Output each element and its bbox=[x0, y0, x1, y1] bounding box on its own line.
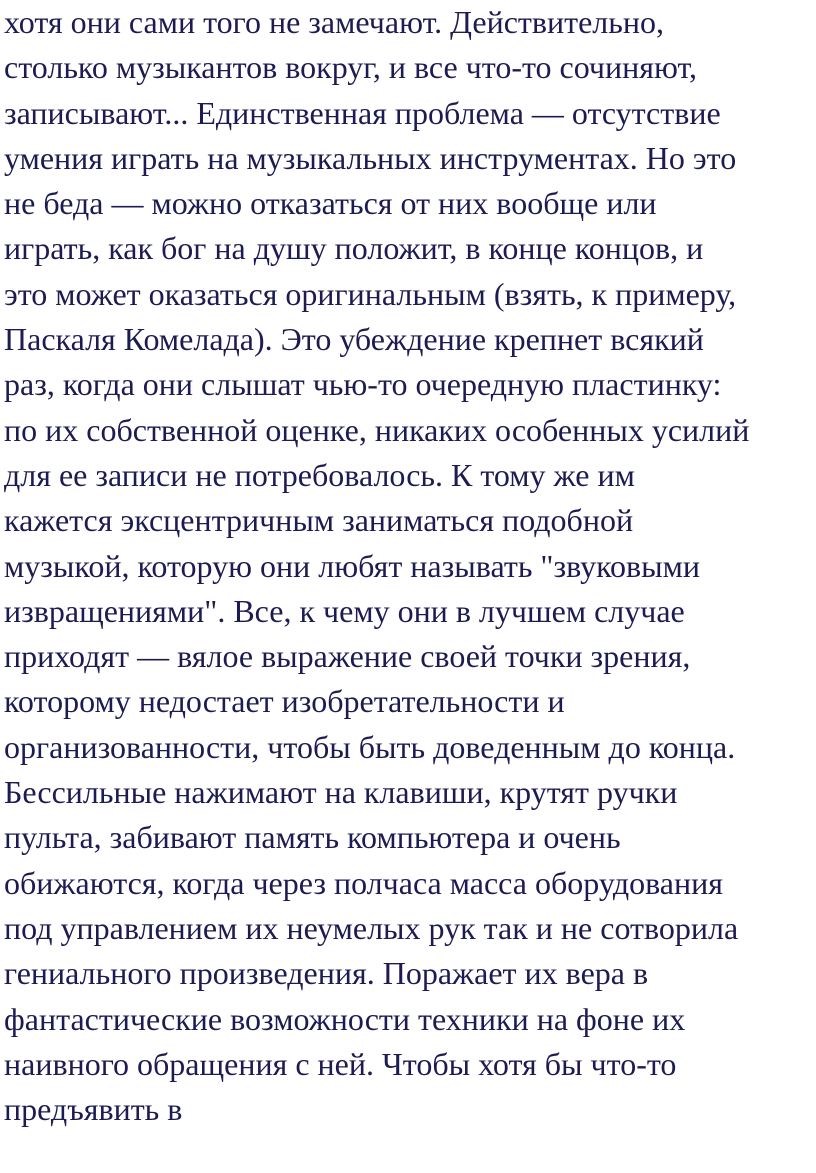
text-line-2: столько музыкантов вокруг, и все что-то сочиняют, bbox=[4, 49, 698, 86]
text-line-15: приходят — вялое выражение своей точки зрения, bbox=[4, 638, 691, 675]
text-line-22: гениального произведения. Поражает их вера в bbox=[4, 955, 649, 992]
text-line-12: кажется эксцентричным заниматься подобной bbox=[4, 502, 634, 539]
text-line-20: обижаются, когда через полчаса масса оборудования bbox=[4, 864, 723, 901]
text-line-7: это может оказаться оригинальным (взять, к примеру, bbox=[4, 275, 737, 312]
text-line-24: наивного обращения с ней. Чтобы хотя бы что-то bbox=[4, 1045, 677, 1082]
text-line-9: раз, когда они слышат чью-то очередную пластинку: bbox=[4, 366, 722, 403]
text-line-5: не беда — можно отказаться от них вообще или bbox=[4, 185, 657, 222]
text-line-23: фантастические возможности техники на фоне их bbox=[4, 1000, 686, 1037]
text-line-25: предъявить в bbox=[4, 1091, 183, 1128]
text-line-14: извращениями". Все, к чему они в лучшем случае bbox=[4, 592, 685, 629]
text-line-18: Бессильные нажимают на клавиши, крутят ручки bbox=[4, 774, 678, 811]
text-line-6: играть, как бог на душу положит, в конце концов, и bbox=[4, 230, 704, 267]
text-line-8: Паскаля Комелада). Это убеждение крепнет всякий bbox=[4, 321, 704, 358]
text-line-19: пульта, забивают память компьютера и очень bbox=[4, 819, 621, 856]
body-text bbox=[4, 0, 816, 1132]
text-line-4: умения играть на музыкальных инструментах. Но это bbox=[4, 139, 737, 176]
text-line-10: по их собственной оценке, никаких особенных усилий bbox=[4, 411, 750, 448]
text-line-21: под управлением их неумелых рук так и не сотворила bbox=[4, 909, 739, 946]
text-line-3: записывают... Единственная проблема — отсутствие bbox=[4, 94, 721, 131]
text-line-17: организованности, чтобы быть доведенным до конца. bbox=[4, 728, 736, 765]
text-line-11: для ее записи не потребовалось. К тому же им bbox=[4, 456, 635, 493]
text-line-1: хотя они сами того не замечают. Действительно, bbox=[4, 4, 664, 40]
text-line-16: которому недостает изобретательности и bbox=[4, 683, 565, 720]
text-line-13: музыкой, которую они любят называть "звуковыми bbox=[4, 547, 701, 584]
